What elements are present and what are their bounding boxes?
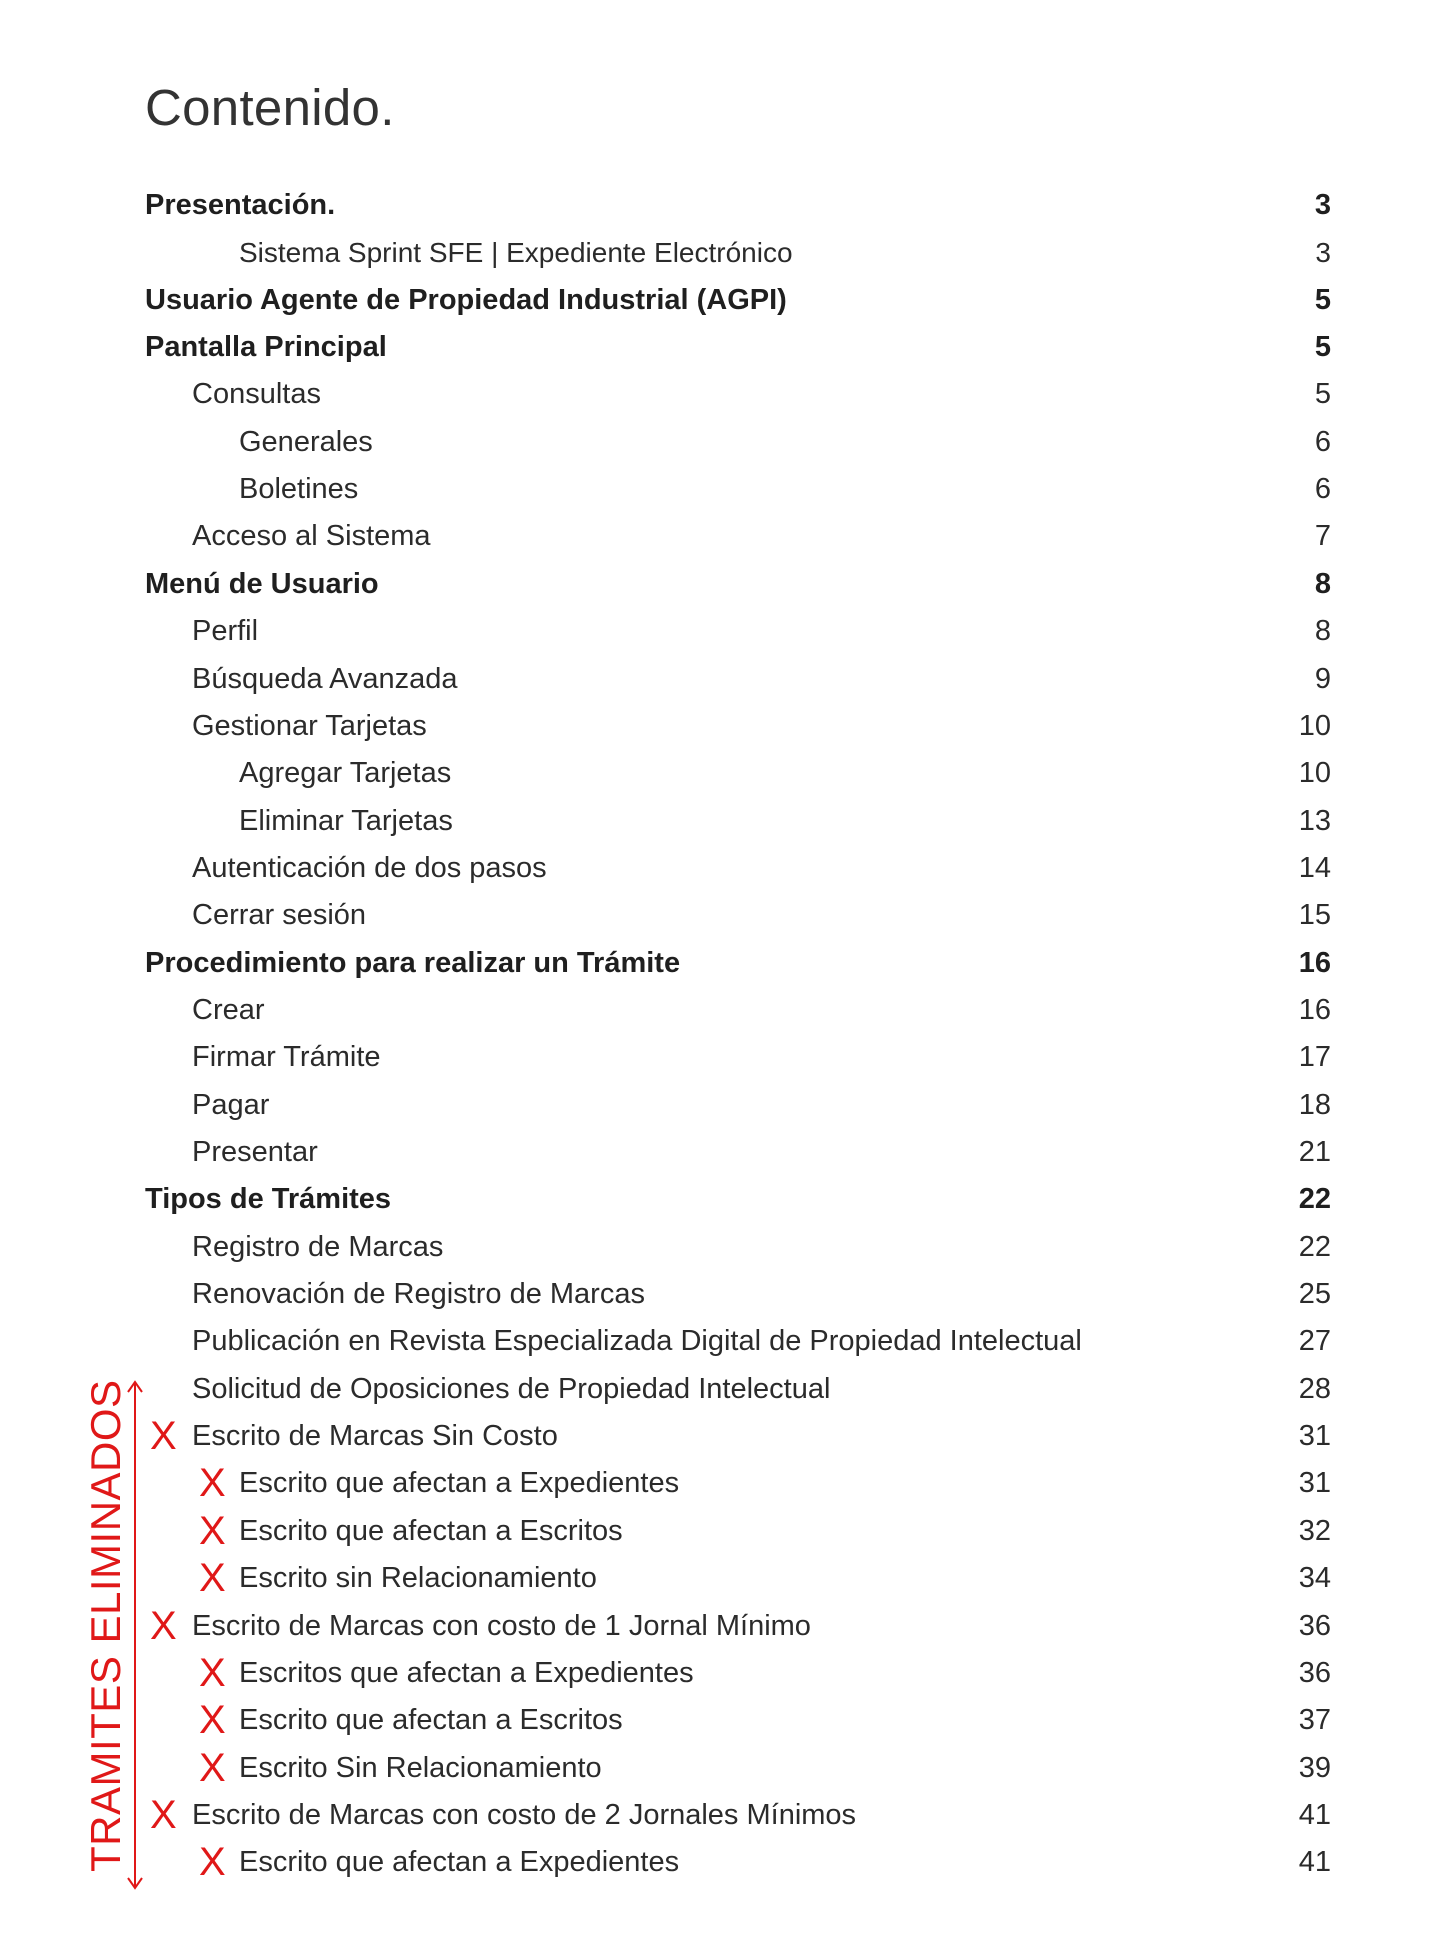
- toc-entry-label: Solicitud de Oposiciones de Propiedad Intelectual: [192, 1372, 831, 1405]
- toc-entry[interactable]: [0, 703, 1437, 750]
- toc-entry[interactable]: [0, 1271, 1437, 1318]
- toc-entry[interactable]: [0, 1318, 1437, 1365]
- toc-entry[interactable]: [0, 845, 1437, 892]
- toc-entry[interactable]: [0, 1697, 1437, 1744]
- toc-entry-label: Escrito sin Relacionamiento: [239, 1562, 597, 1595]
- toc-entry-page: 9: [1314, 662, 1331, 695]
- toc-entry-page: 6: [1314, 473, 1331, 506]
- toc-entry-page: 32: [1298, 1514, 1331, 1547]
- toc-entry-label: Escrito que afectan a Expedientes: [239, 1846, 680, 1879]
- toc-entry[interactable]: [0, 608, 1437, 655]
- toc-entry-label: Eliminar Tarjetas: [239, 804, 453, 837]
- removed-mark-icon: X: [199, 1650, 226, 1695]
- toc-entry[interactable]: [0, 750, 1437, 797]
- removed-mark-icon: X: [199, 1508, 226, 1553]
- removed-procedures-annotation: TRAMITES ELIMINADOS: [82, 1379, 129, 1872]
- toc-entry-page: 36: [1298, 1609, 1331, 1642]
- toc-entry[interactable]: [0, 987, 1437, 1034]
- toc-entry-page: 8: [1314, 615, 1331, 648]
- toc-entry-label: Gestionar Tarjetas: [192, 709, 427, 742]
- toc-entry-page: 31: [1298, 1420, 1331, 1453]
- toc-entry-label: Menú de Usuario: [145, 567, 379, 600]
- toc-entry[interactable]: [0, 561, 1437, 608]
- toc-entry-page: 5: [1314, 283, 1331, 316]
- toc-entry-page: 5: [1314, 378, 1331, 411]
- toc-entry-label: Escrito que afectan a Escritos: [239, 1704, 623, 1737]
- toc-entry[interactable]: [0, 1745, 1437, 1792]
- toc-entry-page: 37: [1298, 1704, 1331, 1737]
- toc-entry-page: 28: [1298, 1372, 1331, 1405]
- toc-entry-label: Perfil: [192, 615, 259, 648]
- toc-entry-page: 5: [1314, 331, 1331, 364]
- toc-entry-label: Escritos que afectan a Expedientes: [239, 1656, 694, 1689]
- toc-entry-label: Escrito de Marcas con costo de 2 Jornales Mínimos: [192, 1798, 857, 1831]
- removed-mark-icon: X: [199, 1556, 226, 1601]
- toc-entry-label: Búsqueda Avanzada: [192, 662, 458, 695]
- toc-entry-label: Pagar: [192, 1088, 270, 1121]
- toc-entry-label: Publicación en Revista Especializada Digital de Propiedad Intelectual: [192, 1325, 1082, 1358]
- removed-mark-icon: X: [199, 1698, 226, 1743]
- toc-entry[interactable]: [0, 656, 1437, 703]
- toc-entry-page: 39: [1298, 1751, 1331, 1784]
- toc-entry-label: Consultas: [192, 378, 321, 411]
- toc-entry-page: 18: [1298, 1088, 1331, 1121]
- toc-entry-page: 14: [1298, 851, 1331, 884]
- toc-entry-page: 3: [1315, 237, 1331, 269]
- toc-entry-page: 16: [1298, 993, 1331, 1026]
- toc-entry[interactable]: [0, 1603, 1437, 1650]
- toc-entry-page: 8: [1314, 567, 1331, 600]
- toc-entry[interactable]: [0, 1555, 1437, 1602]
- removed-mark-icon: X: [199, 1461, 226, 1506]
- toc-entry-page: 15: [1298, 899, 1331, 932]
- toc-entry-label: Autenticación de dos pasos: [192, 851, 547, 884]
- toc-entry[interactable]: [0, 419, 1437, 466]
- toc-entry-page: 34: [1298, 1562, 1331, 1595]
- toc-entry[interactable]: [0, 1792, 1437, 1839]
- toc-entry-label: Firmar Trámite: [192, 1041, 381, 1074]
- toc-entry[interactable]: [0, 277, 1437, 324]
- toc-entry[interactable]: [0, 940, 1437, 987]
- toc-entry[interactable]: [0, 371, 1437, 418]
- toc-entry-page: 41: [1298, 1798, 1331, 1831]
- toc-entry[interactable]: [0, 1224, 1437, 1271]
- toc-entry-page: 21: [1298, 1136, 1331, 1168]
- toc-entry-page: 31: [1298, 1467, 1331, 1500]
- toc-entry-page: 22: [1298, 1183, 1331, 1216]
- toc-entry[interactable]: [0, 1460, 1437, 1507]
- removed-mark-icon: X: [199, 1745, 226, 1790]
- toc-entry-label: Boletines: [239, 473, 359, 506]
- toc-entry-label: Registro de Marcas: [192, 1230, 444, 1263]
- toc-entry-label: Escrito que afectan a Escritos: [239, 1514, 623, 1547]
- toc-entry[interactable]: [0, 1650, 1437, 1697]
- toc-entry[interactable]: [0, 513, 1437, 560]
- removed-mark-icon: X: [199, 1840, 226, 1885]
- toc-entry-page: 10: [1298, 709, 1331, 742]
- toc-entry[interactable]: [0, 1366, 1437, 1413]
- toc-entry-label: Usuario Agente de Propiedad Industrial (AGPI): [145, 283, 787, 316]
- toc-entry-label: Renovación de Registro de Marcas: [192, 1278, 645, 1311]
- toc-entry-label: Escrito de Marcas con costo de 1 Jornal Mínimo: [192, 1609, 811, 1642]
- toc-entry-label: Tipos de Trámites: [145, 1183, 392, 1216]
- toc-entry-label: Presentar: [192, 1136, 318, 1168]
- toc-entry-page: 16: [1298, 946, 1331, 979]
- toc-entry[interactable]: [0, 229, 1437, 276]
- toc-entry-label: Presentación.: [145, 189, 336, 221]
- removed-mark-icon: X: [150, 1414, 177, 1459]
- toc-entry-page: 6: [1314, 425, 1331, 458]
- toc-entry[interactable]: [0, 1082, 1437, 1129]
- toc-entry[interactable]: [0, 1839, 1437, 1886]
- toc-entry-label: Escrito que afectan a Expedientes: [239, 1467, 680, 1500]
- toc-entry-page: 3: [1314, 189, 1331, 221]
- toc-entry-page: 25: [1298, 1278, 1331, 1311]
- toc-entry-page: 41: [1298, 1846, 1331, 1879]
- toc-entry-label: Sistema Sprint SFE | Expediente Electrónico: [239, 237, 793, 269]
- toc-entry-label: Agregar Tarjetas: [239, 757, 452, 790]
- toc-entry-label: Pantalla Principal: [145, 331, 387, 364]
- toc-entry[interactable]: [0, 892, 1437, 939]
- toc-entry[interactable]: [0, 182, 1437, 229]
- toc-entry-label: Acceso al Sistema: [192, 520, 431, 553]
- removed-mark-icon: X: [150, 1792, 177, 1837]
- toc-entry-page: 17: [1298, 1041, 1331, 1074]
- toc-entry-page: 27: [1298, 1325, 1331, 1358]
- page-title: Contenido.: [145, 79, 395, 136]
- removed-mark-icon: X: [150, 1603, 177, 1648]
- toc-entry-page: 36: [1298, 1656, 1331, 1689]
- toc-entry-label: Escrito de Marcas Sin Costo: [192, 1420, 558, 1453]
- toc-entry-page: 7: [1314, 520, 1331, 553]
- toc-entry-page: 22: [1298, 1230, 1331, 1263]
- toc-entry[interactable]: [0, 1176, 1437, 1223]
- toc-entry[interactable]: [0, 324, 1437, 371]
- toc-entry-label: Escrito Sin Relacionamiento: [239, 1751, 602, 1784]
- toc-entry[interactable]: [0, 1129, 1437, 1176]
- toc-entry-label: Generales: [239, 425, 373, 458]
- toc-entry-label: Crear: [192, 993, 265, 1026]
- toc-entry[interactable]: [0, 1034, 1437, 1081]
- toc-entry[interactable]: [0, 466, 1437, 513]
- toc-entry[interactable]: [0, 1508, 1437, 1555]
- toc-entry-page: 13: [1298, 804, 1331, 837]
- toc-entry-page: 10: [1298, 757, 1331, 790]
- toc-entry-label: Cerrar sesión: [192, 899, 367, 932]
- toc-entry[interactable]: [0, 1413, 1437, 1460]
- toc-entry-label: Procedimiento para realizar un Trámite: [145, 946, 681, 979]
- toc-entry[interactable]: [0, 798, 1437, 845]
